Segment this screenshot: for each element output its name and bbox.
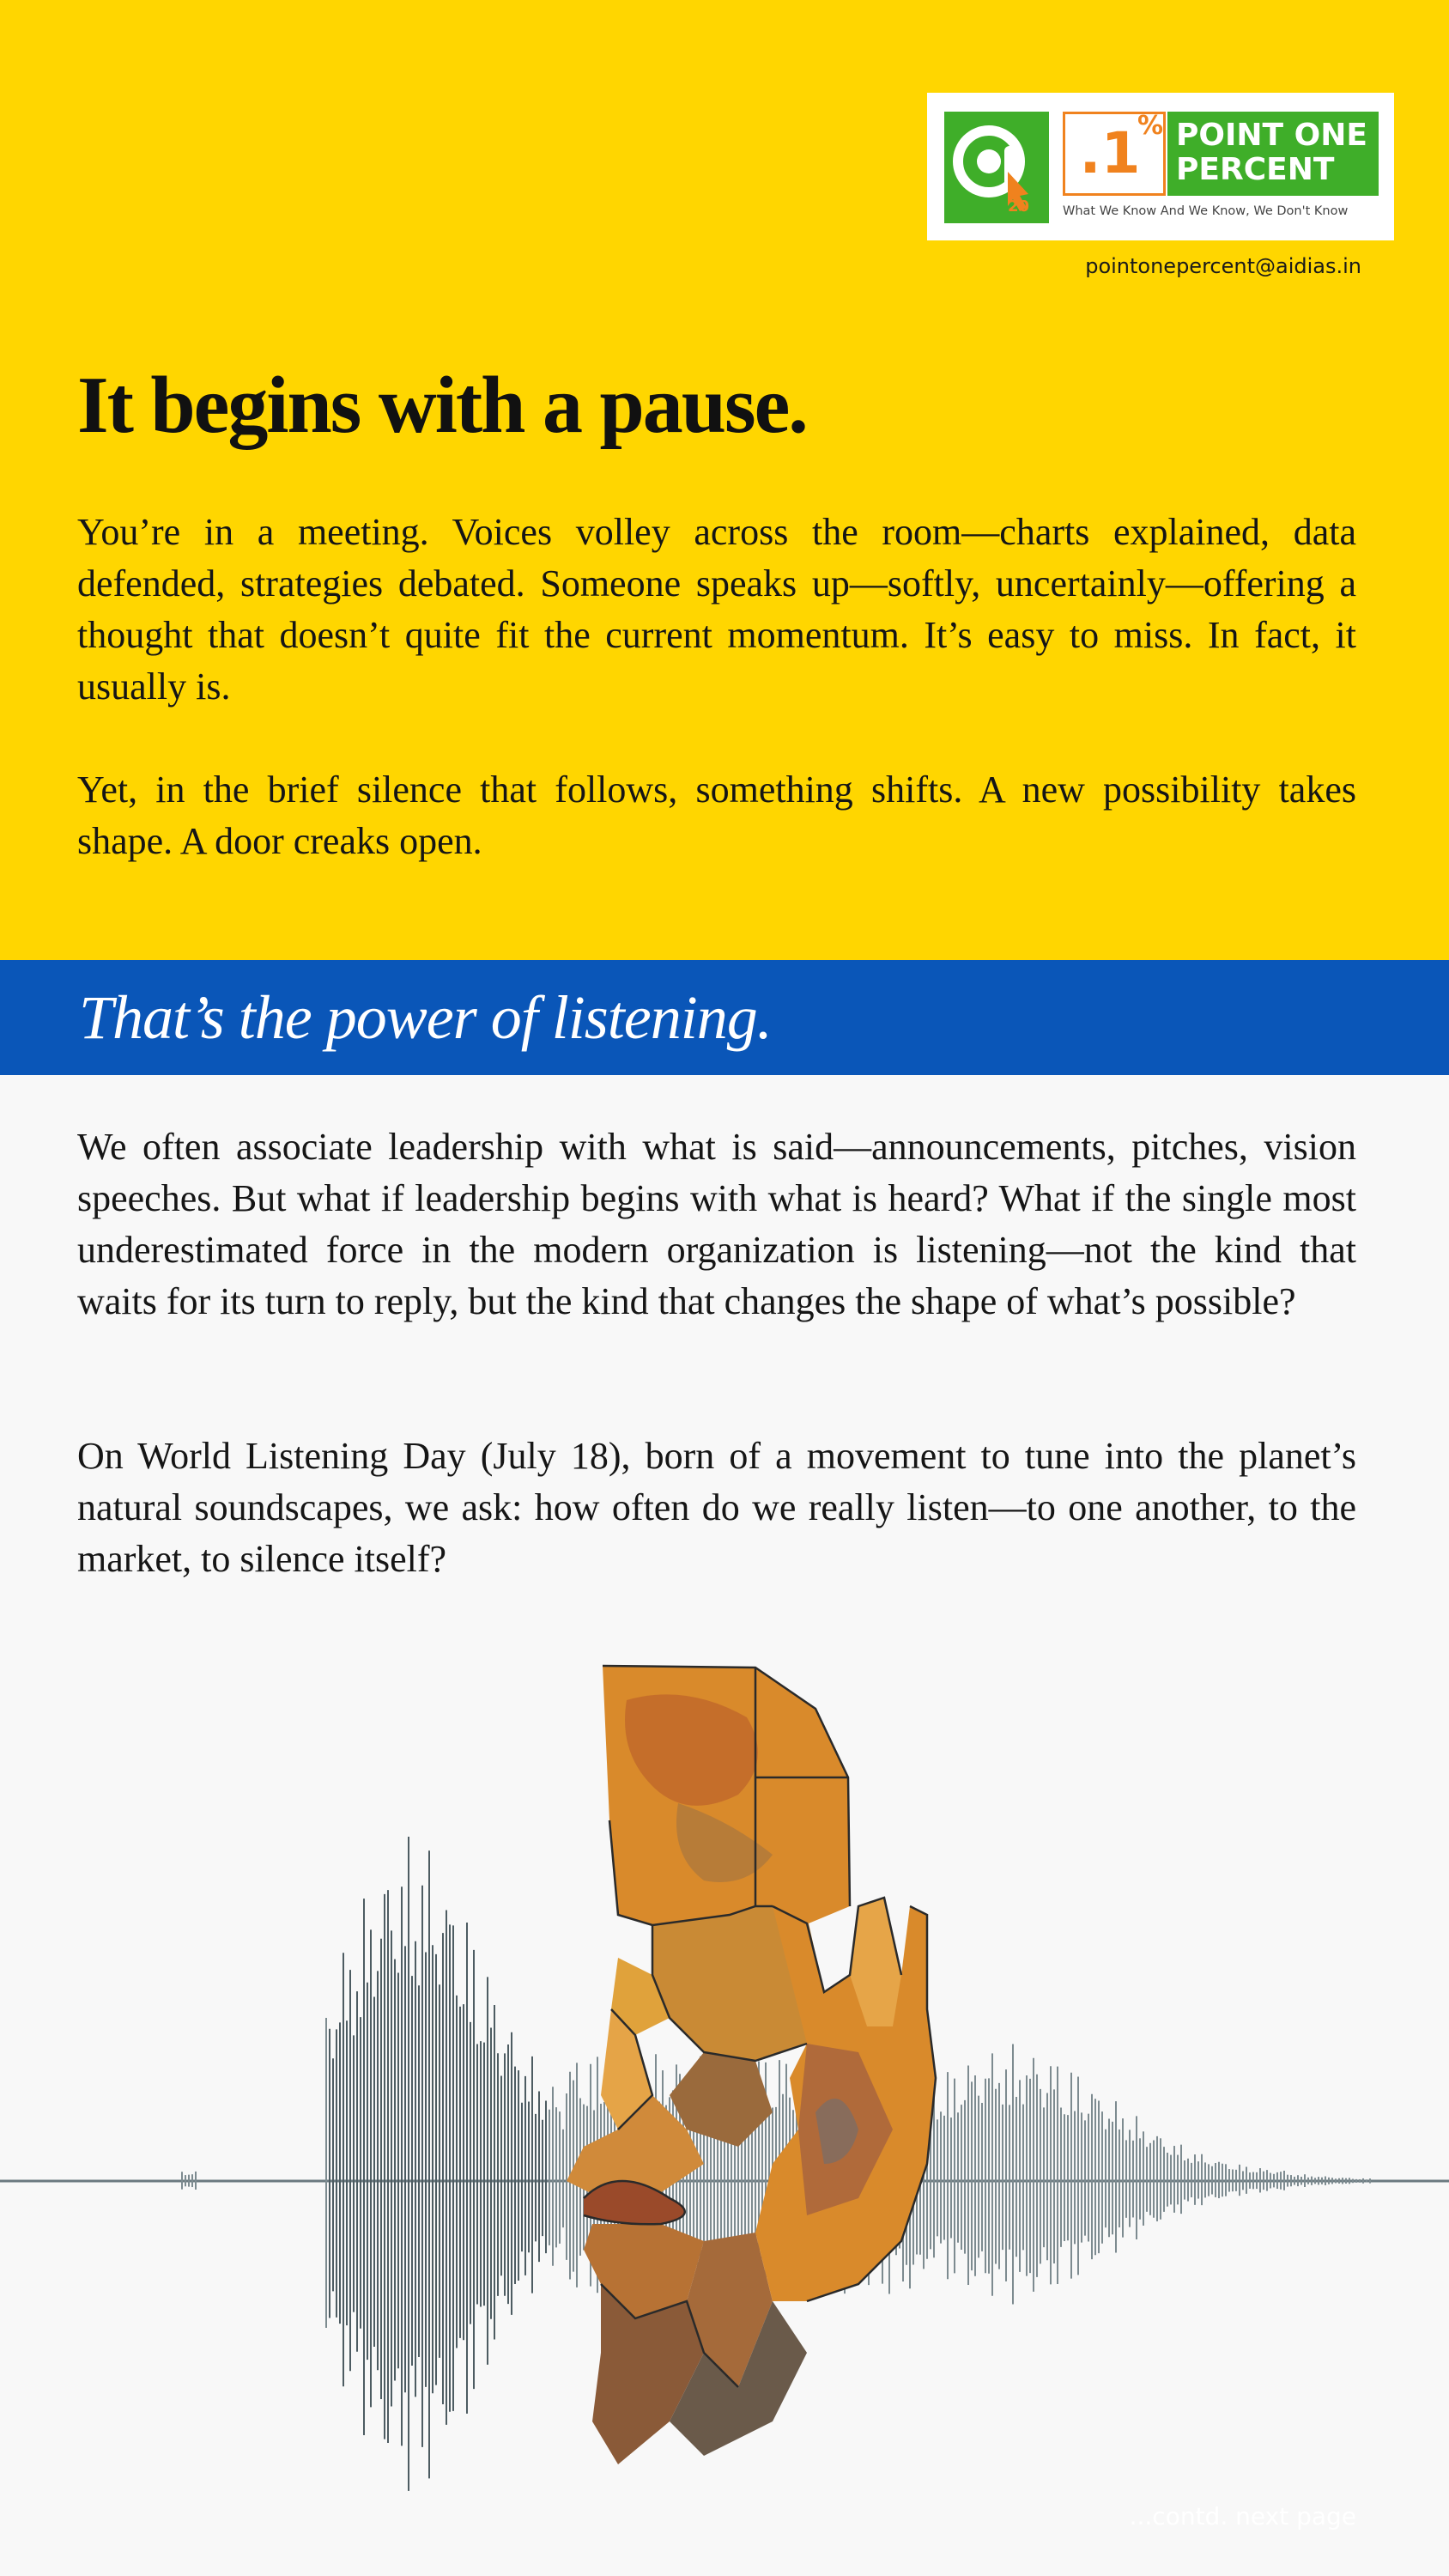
body-paragraph-1: We often associate leadership with what is said—announcements, pitches, vision speeches. But what if leadership begins with what is heard? What if the single most underestimated force in the modern organization is listening—not the kind that waits for its turn to reply, but the kind that changes the shape of what’s possible? xyxy=(77,1126,1356,1322)
contact-email[interactable]: pointonepercent@aidias.in xyxy=(1085,254,1361,278)
waveform-face-image xyxy=(0,1649,1449,2507)
listening-illustration xyxy=(0,1649,1449,2507)
logo-number: .1 xyxy=(1079,120,1141,186)
painted-face-icon xyxy=(567,1666,936,2464)
highlight-banner xyxy=(0,960,1449,1075)
logo-percent-sign: % xyxy=(1137,111,1164,141)
point-one-mark xyxy=(1063,112,1166,196)
continued-note: ...contd. next page xyxy=(1129,2502,1356,2530)
logo-name: POINT ONE PERCENT xyxy=(1176,118,1367,187)
logo-badge: 20 xyxy=(1008,197,1030,216)
intro-section xyxy=(0,0,1449,960)
logo-wordmark xyxy=(1167,112,1379,196)
brand-logo xyxy=(927,93,1394,240)
intro-paragraph-1: You’re in a meeting. Voices volley across the room—charts explained, data defended, strategies debated. Someone speaks up—softly, uncertainly—offering a thought that doesn’t quite fit the current momentum. It’s easy to miss. In fact, it usually is. xyxy=(77,511,1356,708)
intro-paragraph-2: Yet, in the brief silence that follows, something shifts. A new possibility takes shape. A door creaks open. xyxy=(77,769,1356,862)
body-paragraph-2: On World Listening Day (July 18), born of a movement to tune into the planet’s natural soundscapes, we ask: how often do we really listen—to one another, to the market, to silence itself? xyxy=(77,1435,1356,1580)
page-title: It begins with a pause. xyxy=(77,361,807,450)
aidias-logo-icon xyxy=(944,112,1049,223)
banner-text: That’s the power of listening. xyxy=(79,983,772,1052)
logo-tagline: What We Know And We Know, We Don't Know xyxy=(1063,204,1349,218)
